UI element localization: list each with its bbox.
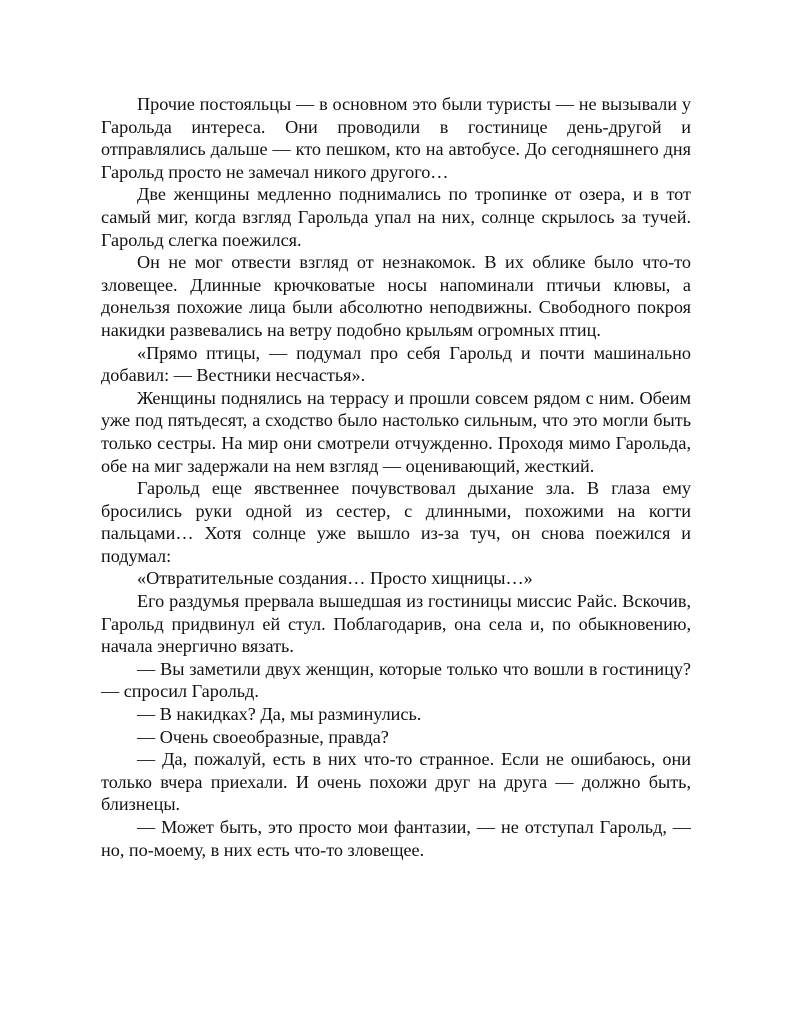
paragraph-6: Гарольд еще явственнее почувствовал дыхание зла. В глаза ему бросились руки одной из сестер, с длинными, похожими на когти пальцами… Хотя солнце уже вышло из-за туч, он снова поежился и подумал: — [101, 478, 691, 566]
paragraph-1: Прочие постояльцы — в основном это были туристы — не вызывали у Гарольда интереса. Они проводили в гостинице день-другой и отправлялись дальше — кто пешком, кто на автобусе. До сегодняшнего дня Гарольд просто не замечал никого другого… — [101, 94, 691, 182]
body-text — [101, 93, 691, 861]
paragraph-4: «Прямо птицы, — подумал про себя Гарольд и почти машинально добавил: — Вестники несчастья». — [101, 342, 691, 386]
paragraph-12: — Да, пожалуй, есть в них что-то странное. Если не ошибаюсь, они только вчера приехали. И очень похожи друг на друга — должно быть, близнецы. — [101, 749, 691, 815]
paragraph-11: — Очень своеобразные, правда? — [137, 726, 389, 747]
paragraph-8: Его раздумья прервала вышедшая из гостиницы миссис Райс. Вскочив, Гарольд придвинул ей стул. Поблагодарив, она села и, по обыкновению, начала энергично вязать. — [101, 591, 691, 657]
paragraph-5: Женщины поднялись на террасу и прошли совсем рядом с ним. Обеим уже под пятьдесят, а сходство было настолько сильным, что это могли быть только сестры. На мир они смотрели отчужденно. Проходя мимо Гарольда, обе на миг задержали на нем взгляд — оценивающий, жесткий. — [101, 387, 691, 476]
paragraph-10: — В накидках? Да, мы разминулись. — [137, 704, 422, 725]
paragraph-2: Две женщины медленно поднимались по тропинке от озера, и в тот самый миг, когда взгляд Гарольда упал на них, солнце скрылось за тучей. Гарольд слегка поежился. — [101, 184, 691, 250]
paragraph-7: «Отвратительные создания… Просто хищницы…» — [137, 568, 533, 589]
paragraph-13: — Может быть, это просто мои фантазии, — не отступал Гарольд, — но, по-моему, в них есть что-то зловещее. — [101, 817, 691, 860]
paragraph-3: Он не мог отвести взгляд от незнакомок. В их облике было что-то зловещее. Длинные крючковатые носы напоминали птичьи клювы, а донельзя похожие лица были абсолютно неподвижны. Свободного покроя накидки развевались на ветру подобно крыльям огромных птиц. — [101, 252, 691, 340]
paragraph-9: — Вы заметили двух женщин, которые только что вошли в гостиницу? — спросил Гарольд. — [101, 658, 691, 702]
